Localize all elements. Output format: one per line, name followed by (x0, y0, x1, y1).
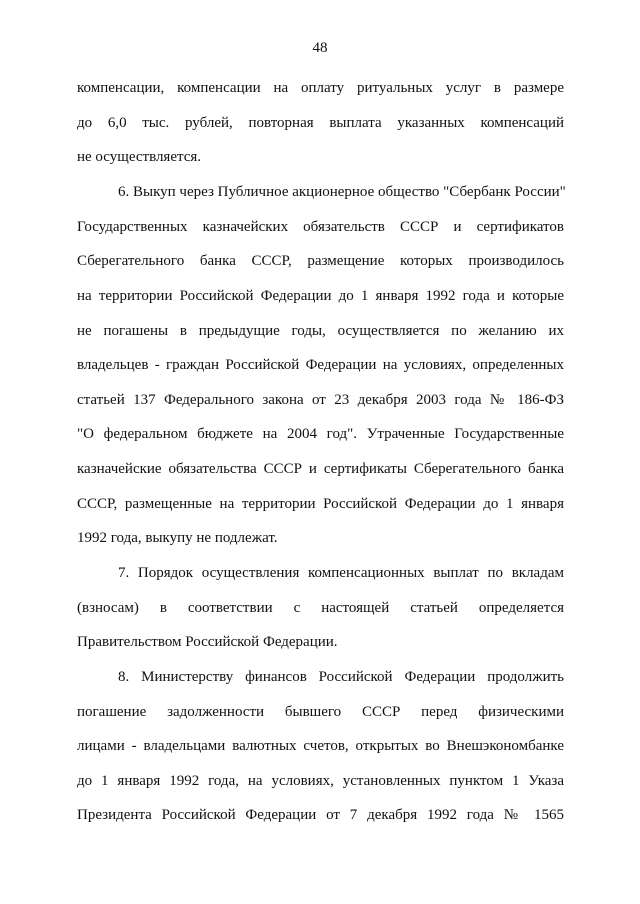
text-line: лицами - владельцами валютных счетов, открытых во Внешэкономбанке (77, 738, 564, 754)
text-line: на территории Российской Федерации до 1 января 1992 года и которые (77, 288, 564, 304)
text-line: не осуществляется. (77, 149, 202, 165)
text-line: до 6,0 тыс. рублей, повторная выплата указанных компенсаций (77, 115, 564, 131)
text-line: казначейские обязательства СССР и сертификаты Сберегательного банка (77, 461, 564, 477)
text-line: 6. Выкуп через Публичное акционерное общество "Сбербанк России" (118, 184, 566, 200)
text-line: (взносам) в соответствии с настоящей статьей определяется (77, 600, 564, 616)
text-line: не погашены в предыдущие годы, осуществляется по желанию их (77, 323, 564, 339)
text-line: 8. Министерству финансов Российской Федерации продолжить (118, 669, 564, 685)
text-line: 7. Порядок осуществления компенсационных выплат по вкладам (118, 565, 564, 581)
text-line: до 1 января 1992 года, на условиях, установленных пунктом 1 Указа (77, 773, 564, 789)
text-line: Президента Российской Федерации от 7 декабря 1992 года № 1565 (77, 807, 564, 823)
text-line: компенсации, компенсации на оплату ритуальных услуг в размере (77, 80, 564, 96)
text-line: Правительством Российской Федерации. (77, 634, 338, 650)
text-line: Сберегательного банка СССР, размещение которых производилось (77, 253, 564, 269)
text-line: владельцев - граждан Российской Федерации на условиях, определенных (77, 357, 564, 373)
page-number: 48 (312, 40, 328, 56)
text-line: статьей 137 Федерального закона от 23 декабря 2003 года № 186-ФЗ (77, 392, 564, 408)
text-line: "О федеральном бюджете на 2004 год". Утраченные Государственные (77, 426, 564, 442)
text-line: СССР, размещенные на территории Российской Федерации до 1 января (77, 496, 564, 512)
text-line: погашение задолженности бывшего СССР перед физическими (77, 704, 564, 720)
text-line: Государственных казначейских обязательств СССР и сертификатов (77, 219, 564, 235)
text-line: 1992 года, выкупу не подлежат. (77, 530, 278, 546)
